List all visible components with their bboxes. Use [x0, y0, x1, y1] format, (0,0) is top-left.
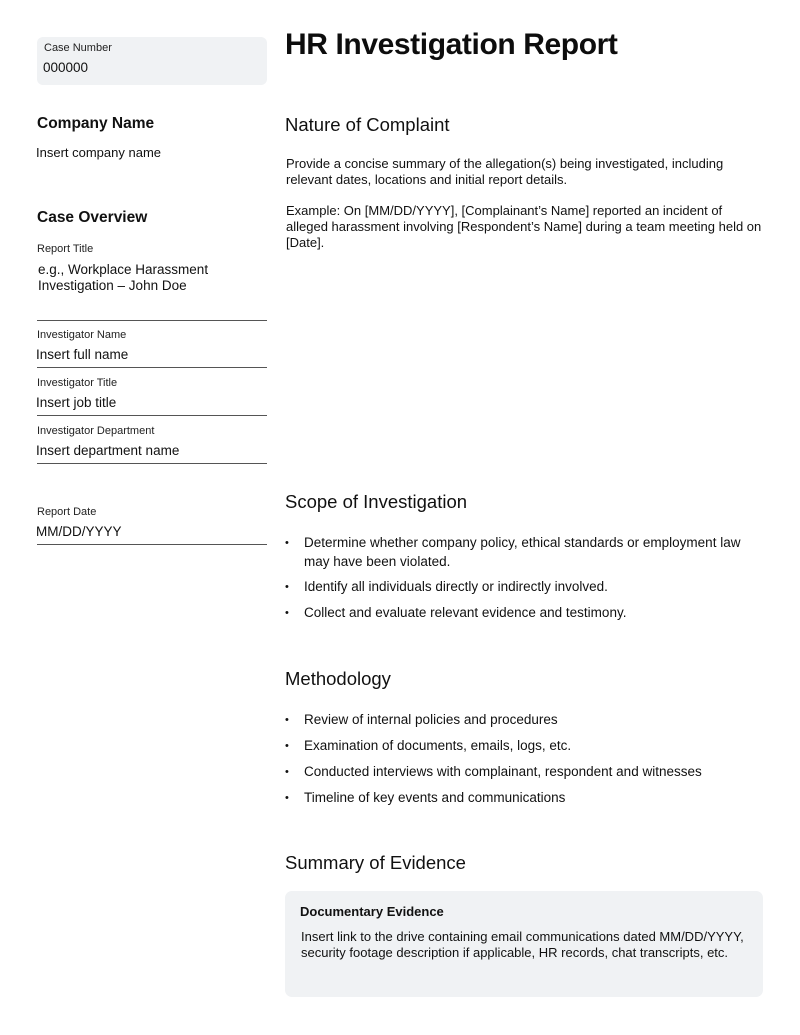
report-title-label: Report Title: [37, 243, 94, 255]
bullet-icon: •: [285, 581, 289, 593]
summary-of-evidence-heading: Summary of Evidence: [285, 852, 466, 873]
complaint-summary-text[interactable]: Provide a concise summary of the allegation(s) being investigated, including relevant dates, locations and initial report details.: [286, 156, 724, 187]
list-item[interactable]: • Conducted interviews with complainant, respondent and witnesses: [285, 763, 765, 782]
investigator-name-underline: [37, 367, 267, 368]
bullet-icon: •: [285, 766, 289, 778]
case-number-value[interactable]: 000000: [43, 60, 89, 75]
bullet-icon: •: [285, 792, 289, 804]
list-item[interactable]: • Identify all individuals directly or indirectly involved.: [285, 578, 765, 597]
methodology-list: [285, 711, 765, 808]
investigator-title-label: Investigator Title: [37, 377, 118, 389]
nature-of-complaint-heading: Nature of Complaint: [285, 114, 450, 135]
bullet-icon: •: [285, 537, 289, 549]
bullet-icon: •: [285, 740, 289, 752]
list-item[interactable]: • Examination of documents, emails, logs, etc.: [285, 737, 765, 756]
report-date-label: Report Date: [37, 506, 97, 518]
investigator-title-underline: [37, 415, 267, 416]
investigator-name-label: Investigator Name: [37, 329, 127, 341]
investigator-department-underline: [37, 463, 267, 464]
case-number-box[interactable]: [37, 37, 267, 85]
list-item[interactable]: • Collect and evaluate relevant evidence and testimony.: [285, 604, 765, 623]
case-number-label: Case Number: [44, 42, 112, 54]
company-name-value[interactable]: Insert company name: [36, 145, 162, 160]
bullet-icon: •: [285, 714, 289, 726]
bullet-icon: •: [285, 606, 289, 619]
documentary-evidence-text[interactable]: Insert link to the drive containing email communications dated MM/DD/YYYY, security footage description if applicable, HR records, chat transcripts, etc.: [301, 929, 744, 960]
complaint-example-text[interactable]: Example: On [MM/DD/YYYY], [Complainant’s Name] reported an incident of alleged harassment involving [Respondent’s Name] during a team meeting held on [Date].: [286, 203, 762, 250]
scope-of-investigation-heading: Scope of Investigation: [285, 491, 468, 512]
list-item[interactable]: • Timeline of key events and communications: [285, 789, 765, 808]
list-item[interactable]: • Determine whether company policy, ethical standards or employment law may have been violated.: [285, 535, 741, 569]
investigator-department-field[interactable]: Insert department name: [36, 443, 180, 458]
report-title-underline: [37, 320, 267, 321]
case-overview-heading: Case Overview: [37, 209, 148, 226]
documentary-evidence-card[interactable]: [285, 891, 763, 997]
investigator-title-field[interactable]: Insert job title: [36, 395, 117, 410]
report-title-field[interactable]: e.g., Workplace Harassment Investigation – John Doe: [38, 262, 209, 293]
methodology-heading: Methodology: [285, 668, 391, 689]
report-date-underline: [37, 544, 267, 545]
list-item[interactable]: • Review of internal policies and procedures: [285, 711, 765, 730]
scope-list: [285, 534, 765, 622]
report-date-field[interactable]: MM/DD/YYYY: [36, 524, 122, 539]
documentary-evidence-heading: Documentary Evidence: [300, 904, 444, 919]
company-name-heading: Company Name: [37, 115, 155, 132]
page-title: HR Investigation Report: [285, 28, 618, 61]
investigator-department-label: Investigator Department: [37, 425, 155, 437]
investigator-name-field[interactable]: Insert full name: [36, 347, 129, 362]
